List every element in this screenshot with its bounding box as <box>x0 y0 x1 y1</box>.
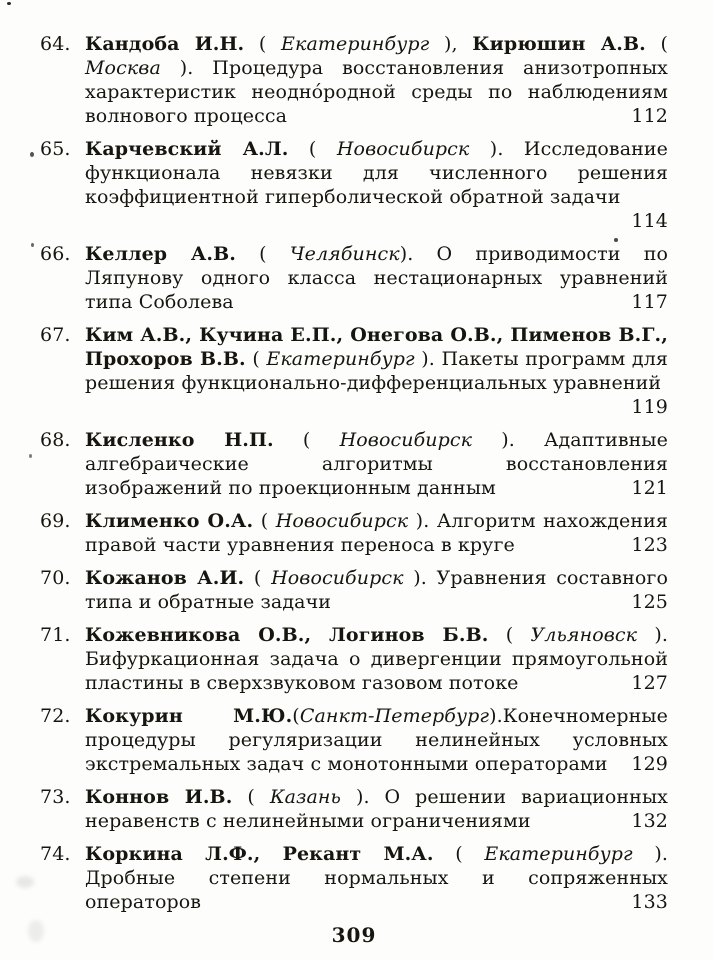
entry-title-text: ).Конечномерные процедуры регуляризации нелинейных условных экстремальных задач с монотонными операторами <box>85 705 668 775</box>
entry-title-text: ). Алгоритм нахождения правой части уравнения переноса в круге <box>85 510 668 556</box>
entry-number: 73. <box>40 786 71 808</box>
city-name: Ульяновск <box>530 624 638 646</box>
toc-entry <box>40 623 668 695</box>
scan-speck <box>7 2 11 5</box>
entry-text <box>85 323 668 419</box>
entry-text <box>85 509 668 557</box>
entry-title-text: ( <box>273 429 340 451</box>
entry-text <box>85 137 668 233</box>
entry-title-text: ( <box>244 567 272 589</box>
entry-title-text: ( <box>236 243 290 265</box>
author-names: Кожанов А.И. <box>85 567 245 589</box>
entry-page-ref: 133 <box>631 891 668 913</box>
entry-number: 69. <box>40 510 71 532</box>
entry-number: 70. <box>40 567 71 589</box>
toc-entry <box>40 842 668 914</box>
entry-page-ref: 121 <box>631 477 668 499</box>
entry-title-text: ). Пакеты программ для решения функционально-дифференциальных уравнений <box>85 348 668 394</box>
toc-entry <box>40 323 668 419</box>
scan-speck <box>31 243 34 247</box>
entry-page-ref: 132 <box>631 810 668 832</box>
author-names: Кисленко Н.П. <box>85 429 274 451</box>
page-number: 309 <box>331 923 377 947</box>
entry-title-text: ( <box>253 510 276 532</box>
entry-page-ref: 125 <box>631 591 668 613</box>
city-name: Москва <box>85 57 161 79</box>
toc-entry <box>40 242 668 314</box>
scan-smudge <box>28 920 44 942</box>
entry-title-text: ( <box>645 33 669 55</box>
entry-page-ref: 119 <box>631 396 668 418</box>
entry-title-text: ). Дробные степени нормальных и сопряженных операторов <box>85 843 668 913</box>
entry-page-ref: 112 <box>631 105 668 127</box>
entry-title-text: ( <box>288 138 337 160</box>
author-names: Кокурин М.Ю. <box>85 705 293 727</box>
entry-title-text: ( <box>244 33 282 55</box>
entry-text <box>85 785 668 833</box>
scan-smudge <box>16 876 34 888</box>
city-name: Екатеринбург <box>281 33 430 55</box>
entry-title-text: ). Уравнения составного типа и обратные задачи <box>85 567 668 613</box>
entry-number: 74. <box>40 843 71 865</box>
toc-entry <box>40 137 668 233</box>
author-names: Ким А.В., Кучина Е.П., Онегова О.В., Пименов В.Г., Прохоров В.В. <box>85 324 668 370</box>
toc-entry <box>40 785 668 833</box>
author-names: Коркина Л.Ф., Рекант М.А. <box>85 843 434 865</box>
entry-number: 67. <box>40 324 71 346</box>
author-names: Кожевникова О.В., Логинов Б.В. <box>85 624 489 646</box>
author-names: Карчевский А.Л. <box>85 138 289 160</box>
entry-title-text: ( <box>245 348 267 370</box>
author-names: Кандоба И.Н. <box>85 33 245 55</box>
entry-title-text: ( <box>433 843 485 865</box>
entry-number: 65. <box>40 138 71 160</box>
entry-page-ref: 127 <box>631 672 668 694</box>
entry-number: 68. <box>40 429 71 451</box>
entry-text <box>85 428 668 500</box>
entry-title-text: ), <box>429 33 473 55</box>
entry-title-text: ). Процедура восстановления анизотропных характеристик неодно́родной среды по наблюдениям волнового процесса <box>85 57 668 127</box>
entry-title-text: ). О решении вариационных неравенств с нелинейными ограничениями <box>85 786 668 832</box>
entry-number: 64. <box>40 33 71 55</box>
entry-page-ref: 129 <box>631 753 668 775</box>
city-name: Екатеринбург <box>266 348 415 370</box>
scan-speck <box>29 454 32 458</box>
toc-entry <box>40 32 668 128</box>
city-name: Челябинск <box>289 243 400 265</box>
author-names: Клименко О.А. <box>85 510 254 532</box>
toc-list <box>40 32 668 914</box>
author-names: Коннов И.В. <box>85 786 233 808</box>
entry-title-text: ). Адаптивные алгебраические алгоритмы восстановления изображений по проекционным данным <box>85 429 668 499</box>
city-name: Санкт-Петербург <box>299 705 490 727</box>
entry-text <box>85 32 668 128</box>
city-name: Казань <box>269 786 341 808</box>
city-name: Новосибирск <box>339 429 473 451</box>
entry-title-text: ( <box>488 624 531 646</box>
toc-entry <box>40 566 668 614</box>
city-name: Екатеринбург <box>484 843 633 865</box>
entry-text <box>85 566 668 614</box>
entry-title-text: ). Бифуркационная задача о дивергенции прямоугольной пластины в сверхзвуковом газовом потоке <box>85 624 669 694</box>
entry-page-ref: 114 <box>631 210 668 232</box>
entry-title-text: ). Исследование функционала невязки для численного решения коэффициентной гиперболической обратной задачи <box>85 138 669 208</box>
author-names: Кирюшин А.В. <box>472 33 646 55</box>
entry-text <box>85 242 668 314</box>
entry-number: 71. <box>40 624 71 646</box>
toc-entry <box>40 509 668 557</box>
city-name: Новосибирск <box>271 567 404 589</box>
entry-number: 72. <box>40 705 71 727</box>
entry-text <box>85 842 668 914</box>
entry-text <box>85 704 668 776</box>
city-name: Новосибирск <box>336 138 470 160</box>
entry-text <box>85 623 668 695</box>
toc-entry <box>40 704 668 776</box>
toc-entry <box>40 428 668 500</box>
entry-title-text: ( <box>292 705 300 727</box>
author-names: Келлер А.В. <box>85 243 237 265</box>
entry-title-text: ( <box>232 786 270 808</box>
entry-number: 66. <box>40 243 71 265</box>
entry-page-ref: 123 <box>631 534 668 556</box>
city-name: Новосибирск <box>275 510 409 532</box>
entry-page-ref: 117 <box>631 291 668 313</box>
scan-speck <box>30 152 34 157</box>
entry-title-text: ). О приводимости по Ляпунову одного класса нестационарных уравнений типа Соболева <box>85 243 668 313</box>
scan-speck <box>614 238 618 242</box>
toc-page <box>40 32 668 947</box>
